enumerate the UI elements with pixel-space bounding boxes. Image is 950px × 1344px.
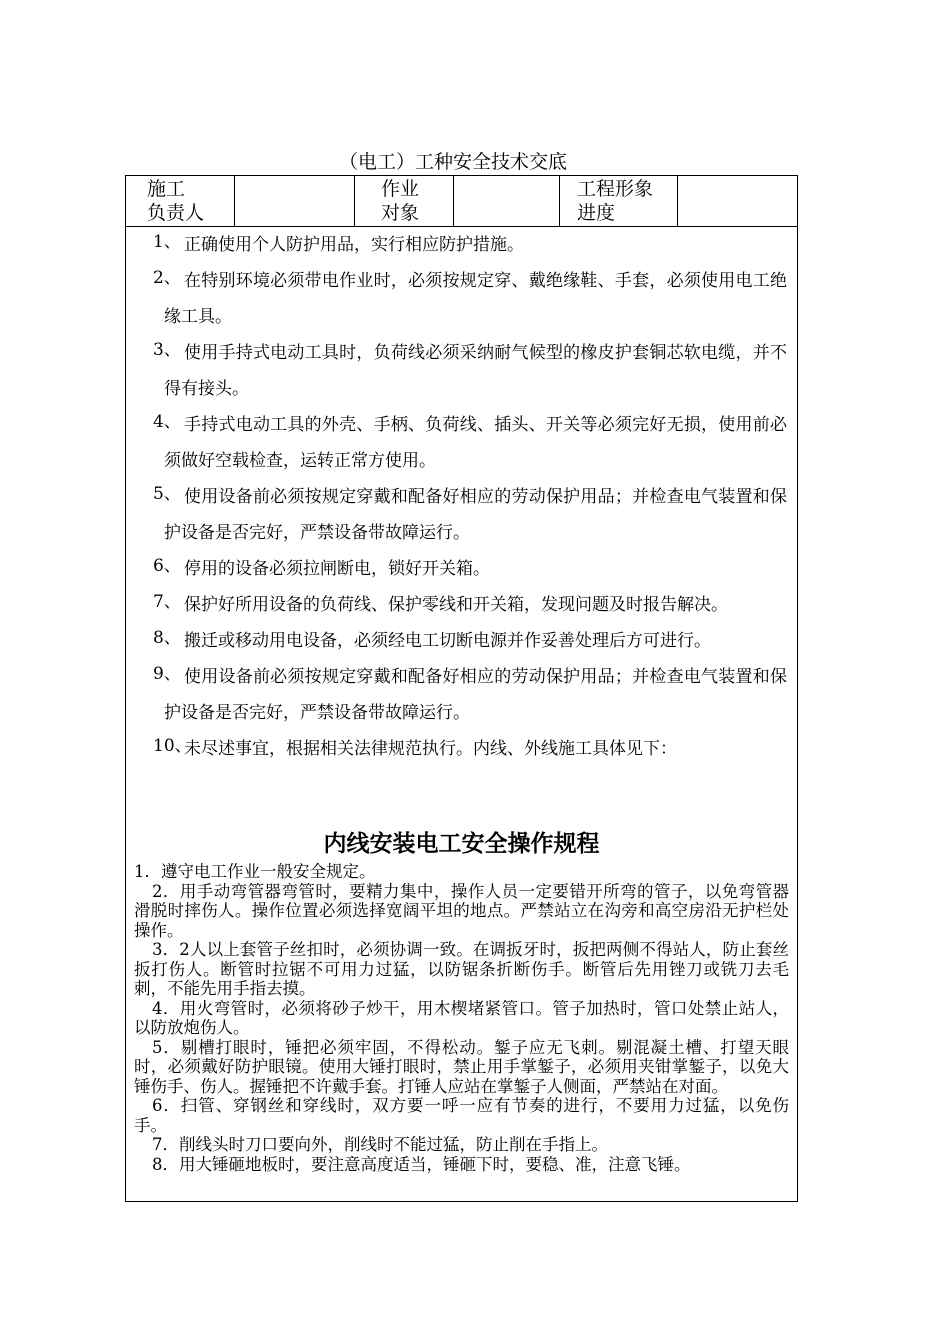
rule-number: 9、 [153,664,181,684]
procedure-item: 8．用大锤砸地板时，要注意高度适当，锤砸下时，要稳、准，注意飞锤。 [152,1154,691,1174]
procedure-title: 内线安装电工安全操作规程 [323,831,600,857]
document-title: （电工）工种安全技术交底 [338,151,567,173]
safety-rules-list [126,227,797,767]
rule-number: 4、 [153,412,181,432]
rule-text: 搬迁或移动用电设备，必须经电工切断电源并作妥善处理后方可进行。 [184,631,711,651]
rule-item [126,227,797,263]
rule-text: 使用设备前必须按规定穿戴和配备好相应的劳动保护用品；并检查电气装置和保护设备是否完好，严禁设备带故障运行。 [164,487,787,543]
procedure-list [134,862,789,1174]
label-line: 作业 [381,178,420,200]
header-value-work-object[interactable] [454,176,560,226]
rule-number: 3、 [153,340,181,360]
procedure-item: 7．削线头时刀口要向外，削线时不能过猛，防止削在手指上。 [152,1135,608,1154]
label-line: 负责人 [147,202,205,224]
rule-text: 停用的设备必须拉闸断电，锁好开关箱。 [184,559,490,579]
label-line: 对象 [381,202,420,224]
procedure-item: 5．剔槽打眼时，锤把必须牢固，不得松动。錾子应无飞刺。剔混凝土槽、打望天眼时，必须戴好防护眼镜。使用大锤打眼时，禁止用手掌錾子，必须用夹钳掌錾子，以免大锤伤手、伤人。握锤把不许戴手套。打锤人应站在掌錾子人侧面，严禁站在对面。 [134,1037,789,1096]
header-row [126,176,797,227]
rule-number: 6、 [153,556,181,576]
rule-number: 1、 [153,232,181,252]
rule-item [126,551,797,587]
rule-text: 正确使用个人防护用品，实行相应防护措施。 [184,235,524,255]
header-label-supervisor [126,176,235,226]
rule-text: 使用手持式电动工具时，负荷线必须采纳耐气候型的橡皮护套铜芯软电缆，并不得有接头。 [164,343,787,399]
rule-item [126,335,797,407]
header-value-supervisor[interactable] [235,176,355,226]
disclosure-table [125,175,798,1202]
rule-item [126,479,797,551]
procedure-item: 1．遵守电工作业一般安全规定。 [134,862,376,881]
rule-text: 未尽述事宜，根据相关法律规范执行。内线、外线施工具体见下： [184,739,677,759]
rule-text: 使用设备前必须按规定穿戴和配备好相应的劳动保护用品；并检查电气装置和保护设备是否完好，严禁设备带故障运行。 [164,667,787,723]
rule-number: 10、 [153,736,192,756]
rule-text: 手持式电动工具的外壳、手柄、负荷线、插头、开关等必须完好无损，使用前必须做好空载检查，运转正常方使用。 [164,415,787,471]
procedure-item: 4．用火弯管时，必须将砂子炒干，用木楔堵紧管口。管子加热时，管口处禁止站人，以防放炮伤人。 [134,998,789,1037]
rule-item [126,263,797,335]
rule-number: 7、 [153,592,181,612]
rule-number: 5、 [153,484,181,504]
procedure-item: 2．用手动弯管器弯管时，要精力集中，操作人员一定要错开所弯的管子，以免弯管器滑脱时摔伤人。操作位置必须选择宽阔平坦的地点。严禁站立在沟旁和高空房沿无护栏处操作。 [134,881,789,940]
rule-number: 8、 [153,628,181,648]
rule-text: 在特别环境必须带电作业时，必须按规定穿、戴绝缘鞋、手套，必须使用电工绝缘工具。 [164,271,787,327]
label-line: 进度 [577,202,616,224]
rule-item [126,587,797,623]
header-label-work-object [355,176,454,226]
procedure-item: 3．2人以上套管子丝扣时，必须协调一致。在调扳牙时，扳把两侧不得站人，防止套丝扳打伤人。断管时拉锯不可用力过猛，以防锯条折断伤手。断管后先用锉刀或铣刀去毛刺，不能先用手指去摸。 [134,940,789,998]
procedure-item: 6．扫管、穿钢丝和穿线时，双方要一呼一应有节奏的进行，不要用力过猛，以免伤手。 [134,1096,789,1135]
rule-item [126,623,797,659]
rule-text: 保护好所用设备的负荷线、保护零线和开关箱，发现问题及时报告解决。 [184,595,728,615]
label-line: 工程形象 [577,178,654,200]
rule-number: 2、 [153,268,181,288]
rule-item [126,659,797,731]
label-line: 施工 [147,178,186,200]
header-value-progress[interactable] [678,176,797,226]
rule-item [126,407,797,479]
header-label-progress [560,176,678,226]
rule-item [126,731,797,767]
